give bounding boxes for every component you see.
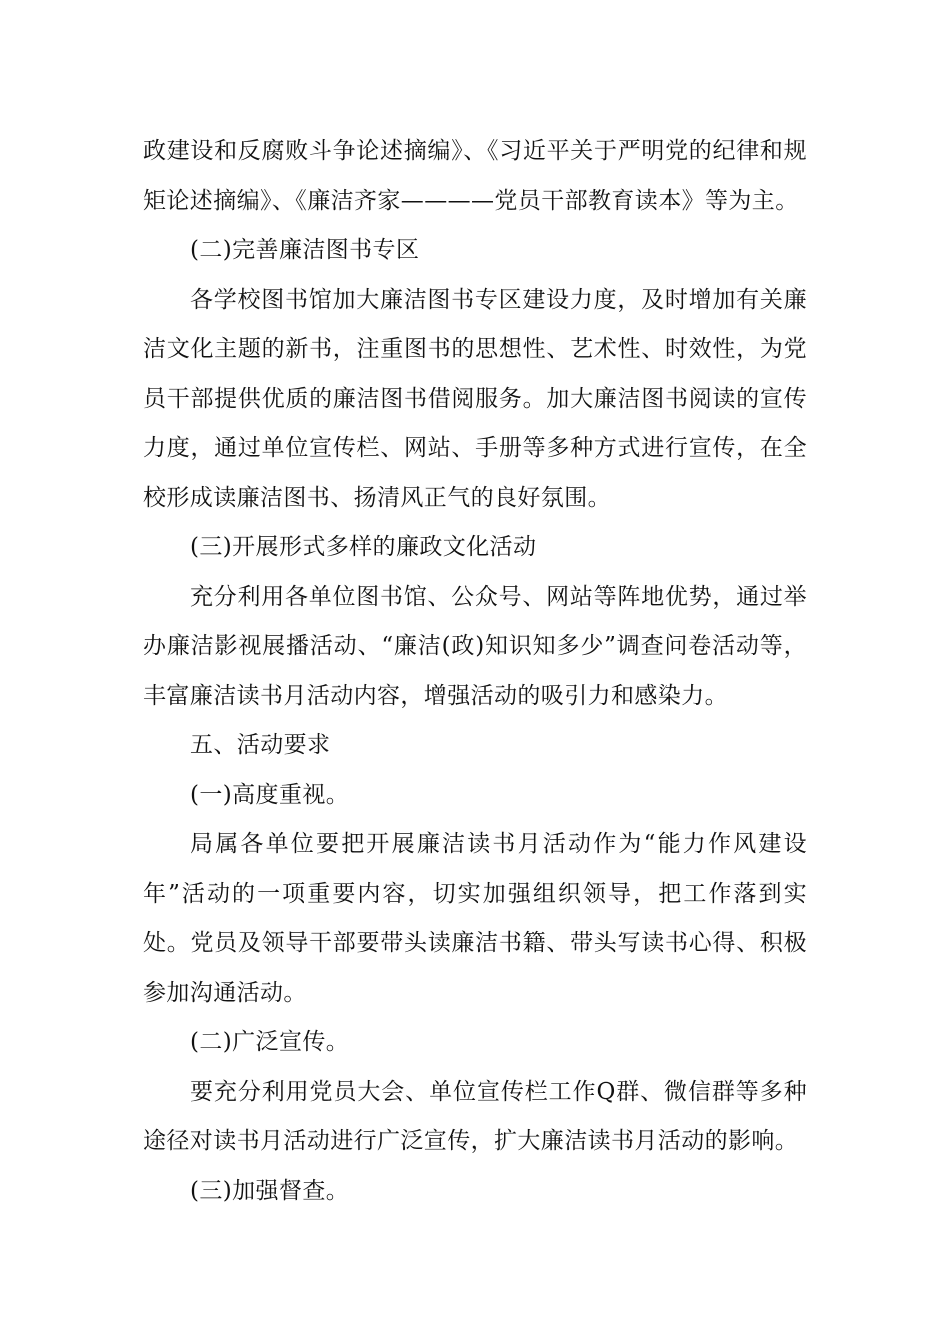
paragraph-book-zone: 各学校图书馆加大廉洁图书专区建设力度，及时增加有关廉洁文化主题的新书，注重图书的思想性、艺术性、时效性，为党员干部提供优质的廉洁图书借阅服务。加大廉洁图书阅读的宣传力度，通过单位宣传栏、网站、手册等多种方式进行宣传，在全校形成读廉洁图书、扬清风正气的良好氛围。 <box>143 286 807 511</box>
subheading-improve-book-zone: (二)完善廉洁图书专区 <box>190 237 420 263</box>
paragraph-cultural-activities: 充分利用各单位图书馆、公众号、网站等阵地优势，通过举办廉洁影视展播活动、“廉洁(政)知识知多少”调查问卷活动等，丰富廉洁读书月活动内容，增强活动的吸引力和感染力。 <box>143 583 807 709</box>
section-heading-requirements: 五、活动要求 <box>190 732 331 758</box>
subheading-supervision: (三)加强督查。 <box>190 1177 350 1204</box>
paragraph-publicity: 要充分利用党员大会、单位宣传栏工作Q群、微信群等多种途径对读书月活动进行广泛宣传，扩大廉洁读书月活动的影响。 <box>143 1078 807 1154</box>
paragraph-continuation: 政建设和反腐败斗争论述摘编》、《习近平关于严明党的纪律和规矩论述摘编》、《廉洁齐家————党员干部教育读本》等为主。 <box>143 138 807 214</box>
paragraph-high-attention: 局属各单位要把开展廉洁读书月活动作为“能力作风建设年”活动的一项重要内容，切实加强组织领导，把工作落到实处。党员及领导干部要带头读廉洁书籍、带头写读书心得、积极参加沟通活动。 <box>143 831 807 1006</box>
subheading-publicity: (二)广泛宣传。 <box>190 1029 350 1055</box>
subheading-high-attention: (一)高度重视。 <box>190 781 350 808</box>
document-body <box>143 127 807 1216</box>
subheading-cultural-activities: (三)开展形式多样的廉政文化活动 <box>190 534 537 560</box>
